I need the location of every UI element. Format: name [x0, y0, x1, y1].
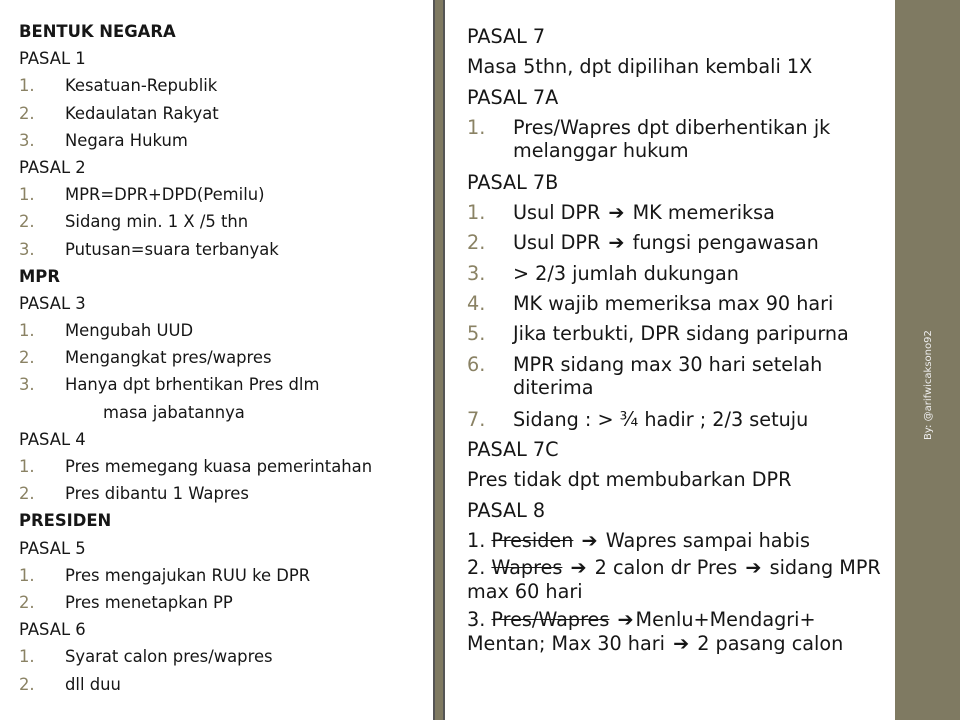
- pasal-4-heading: PASAL 4: [19, 429, 86, 449]
- pasal-8-item-2-text: sidang MPR max 60 hari: [467, 556, 881, 603]
- list-number: 2.: [19, 592, 35, 612]
- list-number: 1.: [19, 565, 35, 585]
- pasal-5-heading: PASAL 5: [19, 538, 86, 558]
- pasal-8-item-1-text: Wapres sampai habis: [605, 528, 810, 552]
- pasal-8-item-1: [467, 526, 895, 556]
- list-item-text: Putusan=suara terbanyak: [65, 239, 279, 259]
- list-item: [19, 480, 433, 507]
- list-number: 5.: [467, 322, 486, 346]
- list-number: 3.: [19, 239, 35, 259]
- list-item: [467, 198, 895, 228]
- usul-dpr-text: Usul DPR: [513, 231, 601, 255]
- list-item: [467, 289, 895, 319]
- list-item-text: Pres/Wapres dpt diberhentikan jk melanggar hukum: [513, 115, 831, 163]
- list-number: 2.: [467, 556, 486, 580]
- pasal-7-heading: PASAL 7: [467, 25, 546, 48]
- arrow-right-icon: ➔: [581, 528, 598, 552]
- arrow-right-icon: ➔: [608, 201, 625, 225]
- list-item: [19, 344, 433, 371]
- struck-text-pres-wapres: Pres/Wapres: [491, 608, 610, 632]
- list-number: 6.: [467, 352, 486, 376]
- struck-text-presiden: Presiden: [491, 528, 574, 552]
- list-item: [19, 72, 433, 99]
- list-item-continuation: masa jabatannya: [103, 402, 245, 422]
- fungsi-pengawasan-text: fungsi pengawasan: [632, 231, 819, 255]
- list-item-text: [513, 198, 775, 228]
- list-number: 1.: [19, 457, 35, 476]
- list-number: 1.: [467, 528, 486, 552]
- list-item-text: MPR=DPR+DPD(Pemilu): [65, 185, 265, 205]
- list-item-text: MK wajib memeriksa max 90 hari: [513, 292, 834, 316]
- list-item: [19, 181, 433, 208]
- list-number: 3.: [467, 261, 486, 285]
- list-item-text: Kedaulatan Rakyat: [65, 103, 219, 123]
- list-number: 2.: [467, 231, 486, 255]
- arrow-right-icon: ➔: [745, 556, 762, 580]
- list-number: 7.: [467, 407, 486, 431]
- list-item-text: Syarat calon pres/wapres: [65, 647, 273, 667]
- pasal-7c-heading: PASAL 7C: [467, 437, 559, 461]
- pasal-3-heading: PASAL 3: [19, 293, 86, 313]
- list-item-text: Mengubah UUD: [65, 321, 194, 341]
- list-number: 2.: [19, 103, 35, 123]
- list-item-text: Hanya dpt brhentikan Pres dlm: [65, 375, 320, 395]
- right-content-panel: [443, 0, 895, 720]
- list-number: 3.: [467, 608, 486, 632]
- list-number: 2.: [19, 674, 35, 694]
- list-item: [467, 113, 895, 163]
- pasal-7c-text: Pres tidak dpt membubarkan DPR: [467, 468, 792, 492]
- list-item-text: Pres memegang kuasa pemerintahan: [65, 457, 373, 476]
- list-item-text: [513, 228, 819, 258]
- list-item-text: Sidang : > ¾ hadir ; 2/3 setuju: [513, 407, 809, 431]
- left-content-panel: [0, 0, 435, 720]
- list-item-text: Kesatuan-Republik: [65, 76, 218, 96]
- list-number: 4.: [467, 292, 486, 316]
- list-number: 2.: [19, 484, 35, 504]
- list-item: [467, 228, 895, 258]
- list-item: [19, 236, 433, 263]
- list-item: [19, 671, 433, 698]
- arrow-right-icon: ➔: [617, 608, 634, 632]
- list-item-text: Pres mengajukan RUU ke DPR: [65, 565, 311, 585]
- list-item-text: Jika terbukti, DPR sidang paripurna: [513, 322, 849, 346]
- list-item: [19, 100, 433, 127]
- list-item: [19, 589, 433, 616]
- struck-text-wapres: Wapres: [491, 556, 563, 580]
- list-item: [19, 208, 433, 235]
- list-item: [19, 643, 433, 670]
- list-item: [19, 453, 433, 480]
- list-number: 1.: [19, 76, 35, 96]
- arrow-right-icon: ➔: [608, 231, 625, 255]
- section-title-bentuk-negara: BENTUK NEGARA: [19, 22, 176, 41]
- list-item: [19, 127, 433, 154]
- list-item-text: > 2/3 jumlah dukungan: [513, 261, 739, 285]
- pasal-7b-heading: PASAL 7B: [467, 170, 559, 194]
- usul-dpr-text: Usul DPR: [513, 201, 601, 225]
- pasal-8-item-3: [467, 608, 887, 655]
- list-number: 3.: [19, 375, 35, 395]
- arrow-right-icon: ➔: [673, 631, 690, 655]
- list-number: 1.: [467, 115, 486, 139]
- mk-memeriksa-text: MK memeriksa: [632, 201, 775, 225]
- list-item-text: Pres menetapkan PP: [65, 592, 233, 612]
- author-credit: By: @arifwicaksono92: [923, 330, 934, 440]
- list-item-text: MPR sidang max 30 hari setelah diterima: [513, 352, 823, 400]
- list-item-text: Mengangkat pres/wapres: [65, 348, 272, 368]
- list-item: [467, 259, 895, 289]
- pasal-8-item-2: [467, 556, 887, 603]
- list-item: [467, 350, 895, 400]
- pasal-7a-heading: PASAL 7A: [467, 85, 559, 109]
- section-title-presiden: PRESIDEN: [19, 511, 112, 531]
- pasal-8-item-3-text: 2 pasang calon: [697, 631, 844, 655]
- pasal-6-heading: PASAL 6: [19, 620, 86, 640]
- list-item-text: Negara Hukum: [65, 130, 188, 150]
- list-number: 1.: [19, 185, 35, 205]
- list-number: 1.: [19, 647, 35, 667]
- pasal-7-text: Masa 5thn, dpt dipilihan kembali 1X: [467, 55, 813, 79]
- list-number: 3.: [19, 130, 35, 150]
- list-number: 1.: [467, 201, 486, 225]
- list-item-text: dll duu: [65, 674, 121, 694]
- list-item: [19, 317, 433, 344]
- list-number: 1.: [19, 321, 35, 341]
- pasal-8-item-3-mid: Menlu+Mendagri+ Mentan; Max 30 hari: [467, 608, 816, 655]
- list-item: [19, 562, 433, 589]
- pasal-1-heading: PASAL 1: [19, 49, 86, 69]
- list-item: [467, 319, 895, 349]
- list-number: 2.: [19, 212, 35, 232]
- pasal-2-heading: PASAL 2: [19, 157, 86, 177]
- list-number: 2.: [19, 348, 35, 368]
- list-item: [19, 371, 433, 398]
- arrow-right-icon: ➔: [570, 556, 587, 580]
- list-item: [467, 405, 895, 435]
- section-title-mpr: MPR: [19, 266, 60, 286]
- list-item-text: Sidang min. 1 X /5 thn: [65, 212, 249, 232]
- pasal-8-heading: PASAL 8: [467, 498, 546, 522]
- pasal-8-item-2-mid: 2 calon dr Pres: [594, 556, 738, 580]
- list-item-text: Pres dibantu 1 Wapres: [65, 484, 249, 504]
